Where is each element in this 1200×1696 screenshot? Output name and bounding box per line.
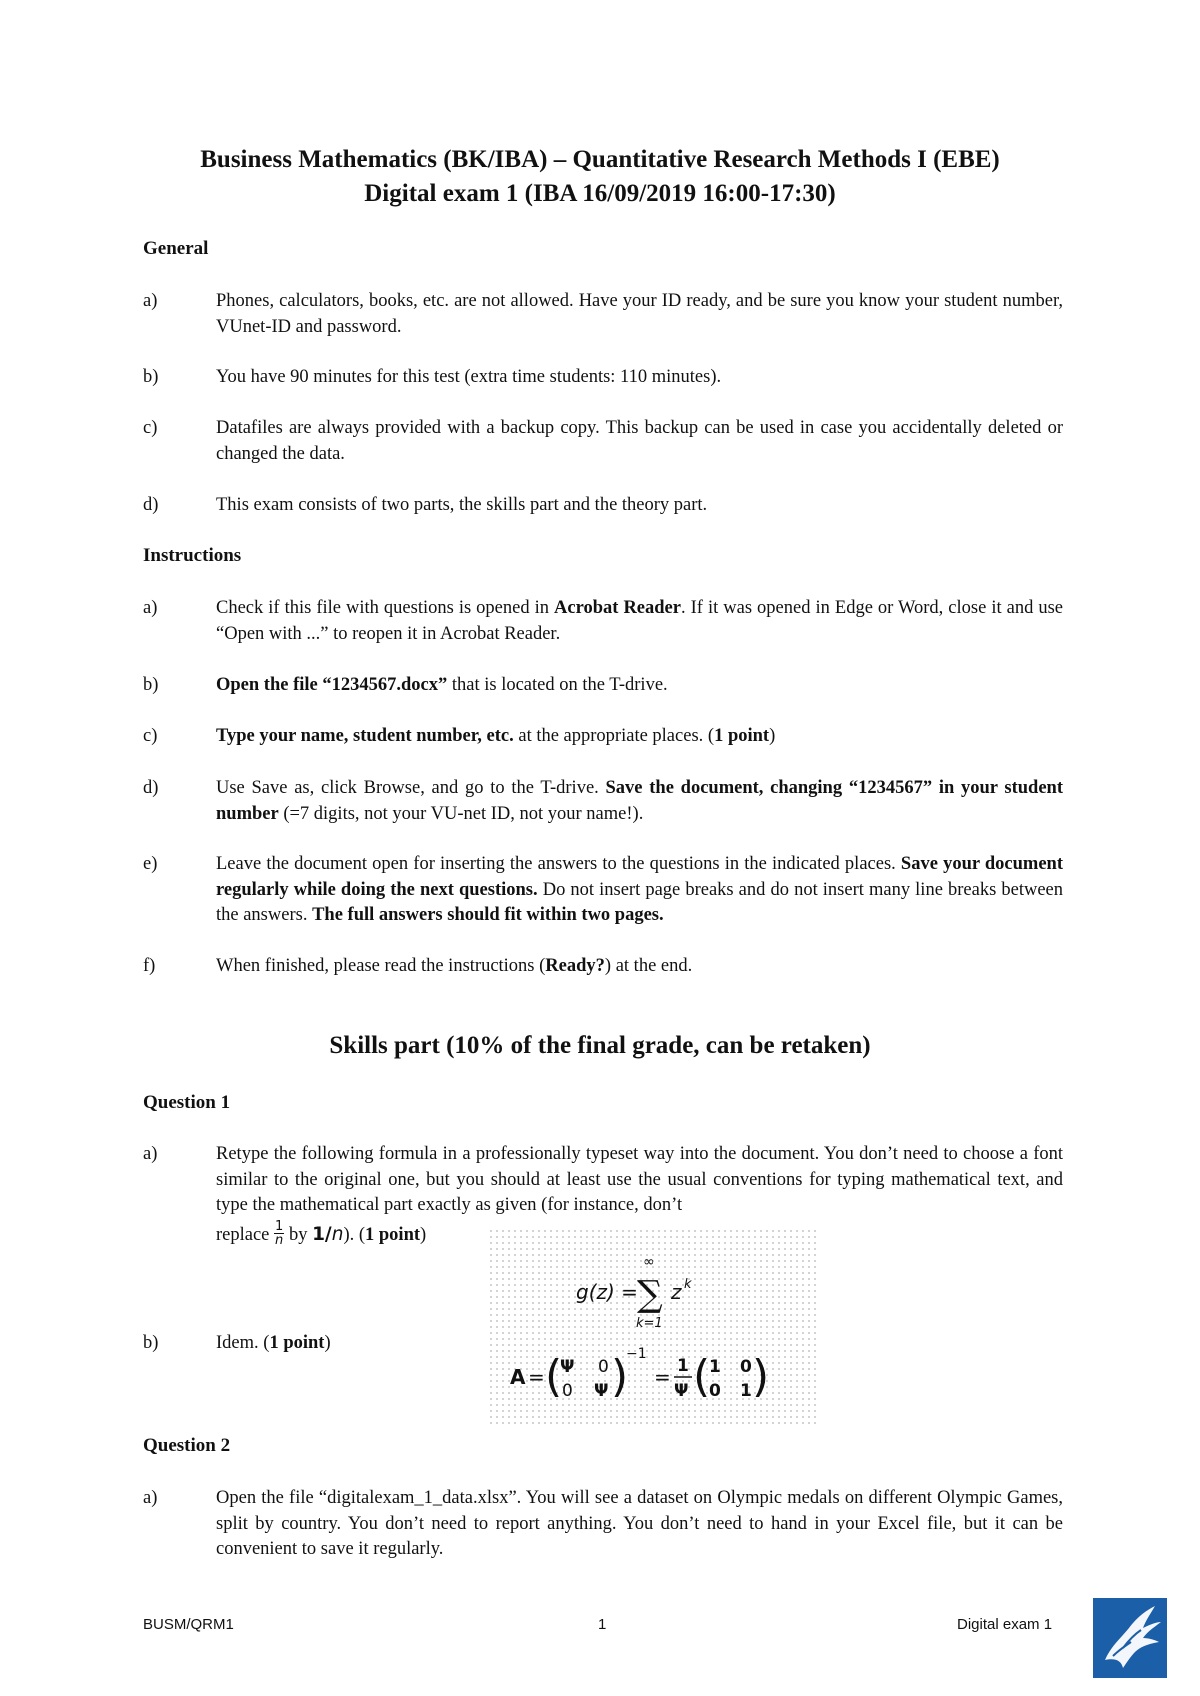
text-run: )	[769, 726, 776, 746]
fraction-denominator: n	[275, 1233, 284, 1249]
item-text	[216, 776, 1063, 827]
text-run: )	[420, 1225, 427, 1245]
university-logo	[1093, 1598, 1167, 1678]
text-run: ) at the end.	[604, 956, 693, 976]
formula-exponent-k: k	[684, 1277, 692, 1292]
matrix-entry: 0	[598, 1357, 609, 1377]
sum-lower-limit: k=1	[636, 1316, 663, 1331]
text-run: ). (	[343, 1225, 366, 1245]
formula-g-of-z: g(z) =	[576, 1280, 638, 1304]
bold-run: 1 point	[269, 1333, 325, 1353]
right-paren: )	[611, 1351, 629, 1402]
general-heading: General	[143, 238, 209, 259]
item-label: a)	[143, 1488, 158, 1508]
bold-run: Type your name, student number, etc.	[216, 726, 514, 746]
footer-course-code: BUSM/QRM1	[143, 1616, 234, 1633]
math-run: n	[331, 1224, 344, 1245]
matrix-entry: 0	[740, 1357, 752, 1377]
item-text	[216, 596, 1063, 647]
bold-run: Save your document regularly while doing the next questions.	[216, 854, 1063, 900]
fraction-numerator: 1	[677, 1356, 689, 1376]
skills-heading: Skills part (10% of the final grade, can be retaken)	[329, 1032, 871, 1059]
fraction-one-over-n	[274, 1220, 284, 1247]
item-label: a)	[143, 1144, 158, 1164]
griffin-logo-icon	[1093, 1598, 1167, 1678]
item-text: Open the file “digitalexam_1_data.xlsx”. You will see a dataset on Olympic medals on different Olympic Games, split by country. You don’t need to report anything. You don’t need to hand in your Excel file, but it can be convenient to save it regularly.	[216, 1488, 1063, 1559]
formula-image	[488, 1228, 820, 1424]
item-label: a)	[143, 291, 158, 311]
inverse-exponent: −1	[626, 1346, 647, 1362]
item-text	[216, 1331, 516, 1357]
item-label: a)	[143, 598, 158, 618]
text-run: When finished, please read the instructions (	[216, 956, 546, 976]
title-line-1: Business Mathematics (BK/IBA) – Quantitative Research Methods I (EBE)	[200, 146, 1000, 173]
item-label: d)	[143, 495, 159, 515]
footer-page-number: 1	[598, 1616, 607, 1633]
right-paren: )	[752, 1351, 770, 1402]
matrix-A: A	[510, 1365, 526, 1389]
bold-run: Ready?	[545, 956, 605, 976]
formula-svg	[488, 1228, 820, 1424]
sum-sign: ∑	[637, 1274, 663, 1315]
left-paren: (	[545, 1351, 563, 1402]
question-2-heading: Question 2	[143, 1435, 231, 1456]
matrix-entry: Ψ	[560, 1357, 575, 1377]
fraction-denominator: Ψ	[674, 1381, 689, 1401]
item-text: Retype the following formula in a professionally typeset way into the document. You don’t need to choose a font similar to the original one, but you should at least use the usual conventions for typing mathematical text, and type the mathematical part exactly as given (for instance, don’t	[216, 1144, 1063, 1215]
equals-sign: =	[528, 1365, 545, 1389]
item-text	[216, 673, 1063, 699]
matrix-entry: 1	[740, 1381, 752, 1401]
bold-run: 1 point	[365, 1225, 421, 1245]
bold-run: Open the file “1234567.docx”	[216, 675, 448, 695]
text-run: Idem. (	[216, 1333, 270, 1353]
text-run: Check if this file with questions is opened in	[216, 598, 555, 618]
text-run: Do not insert page breaks and do not insert many line breaks between the answers.	[216, 879, 1063, 925]
text-run: )	[324, 1333, 331, 1353]
item-label: b)	[143, 1333, 159, 1353]
item-label: b)	[143, 367, 159, 387]
item-label: f)	[143, 956, 156, 976]
bold-run: 1 point	[714, 726, 770, 746]
text-run: that is located on the T-drive.	[447, 675, 668, 695]
item-text: This exam consists of two parts, the skills part and the theory part.	[216, 495, 708, 515]
fraction-numerator: 1	[275, 1219, 284, 1235]
text-run: (=7 digits, not your VU-net ID, not your name!).	[278, 803, 644, 824]
item-label: b)	[143, 675, 159, 695]
left-paren: (	[693, 1351, 711, 1402]
sum-upper-limit: ∞	[643, 1254, 655, 1270]
formula-z: z	[671, 1280, 682, 1304]
bold-run: The full answers should fit within two pages.	[312, 905, 664, 925]
item-text	[216, 724, 1063, 750]
item-text: Phones, calculators, books, etc. are not allowed. Have your ID ready, and be sure you know your student number, VUnet-ID and password.	[216, 291, 1063, 337]
math-run: 1/	[312, 1224, 332, 1245]
matrix-entry: 1	[709, 1357, 721, 1377]
equals-sign: =	[654, 1365, 671, 1389]
item-text: You have 90 minutes for this test (extra time students: 110 minutes).	[216, 367, 722, 387]
text-run: replace	[216, 1225, 270, 1245]
bold-run: Acrobat Reader	[554, 598, 681, 618]
item-text: Datafiles are always provided with a backup copy. This backup can be used in case you accidentally deleted or changed the data.	[216, 418, 1063, 464]
matrix-entry: 0	[709, 1381, 721, 1401]
instructions-heading: Instructions	[143, 545, 242, 566]
text-run: . If it was opened in Edge or Word, close it and use “Open with ...” to reopen it in Acrobat Reader.	[216, 598, 1064, 644]
title-line-2: Digital exam 1 (IBA 16/09/2019 16:00-17:30)	[364, 180, 836, 207]
bold-run: Save the document, changing “1234567” in your student number	[216, 778, 1063, 824]
matrix-entry: Ψ	[594, 1381, 609, 1401]
item-text	[216, 954, 1063, 980]
item-label: c)	[143, 418, 158, 438]
text-run: at the appropriate places. (	[513, 726, 715, 746]
item-text	[216, 852, 1063, 929]
text-run: Use Save as, click Browse, and go to the T-drive.	[216, 778, 606, 798]
item-label: c)	[143, 726, 158, 746]
text-run: Leave the document open for inserting the answers to the questions in the indicated places.	[216, 854, 901, 874]
matrix-entry: 0	[562, 1381, 573, 1401]
item-label: e)	[143, 854, 158, 874]
question-1-heading: Question 1	[143, 1092, 231, 1113]
item-label: d)	[143, 778, 159, 798]
footer-exam-name: Digital exam 1	[957, 1616, 1053, 1633]
text-run: by	[284, 1225, 313, 1245]
